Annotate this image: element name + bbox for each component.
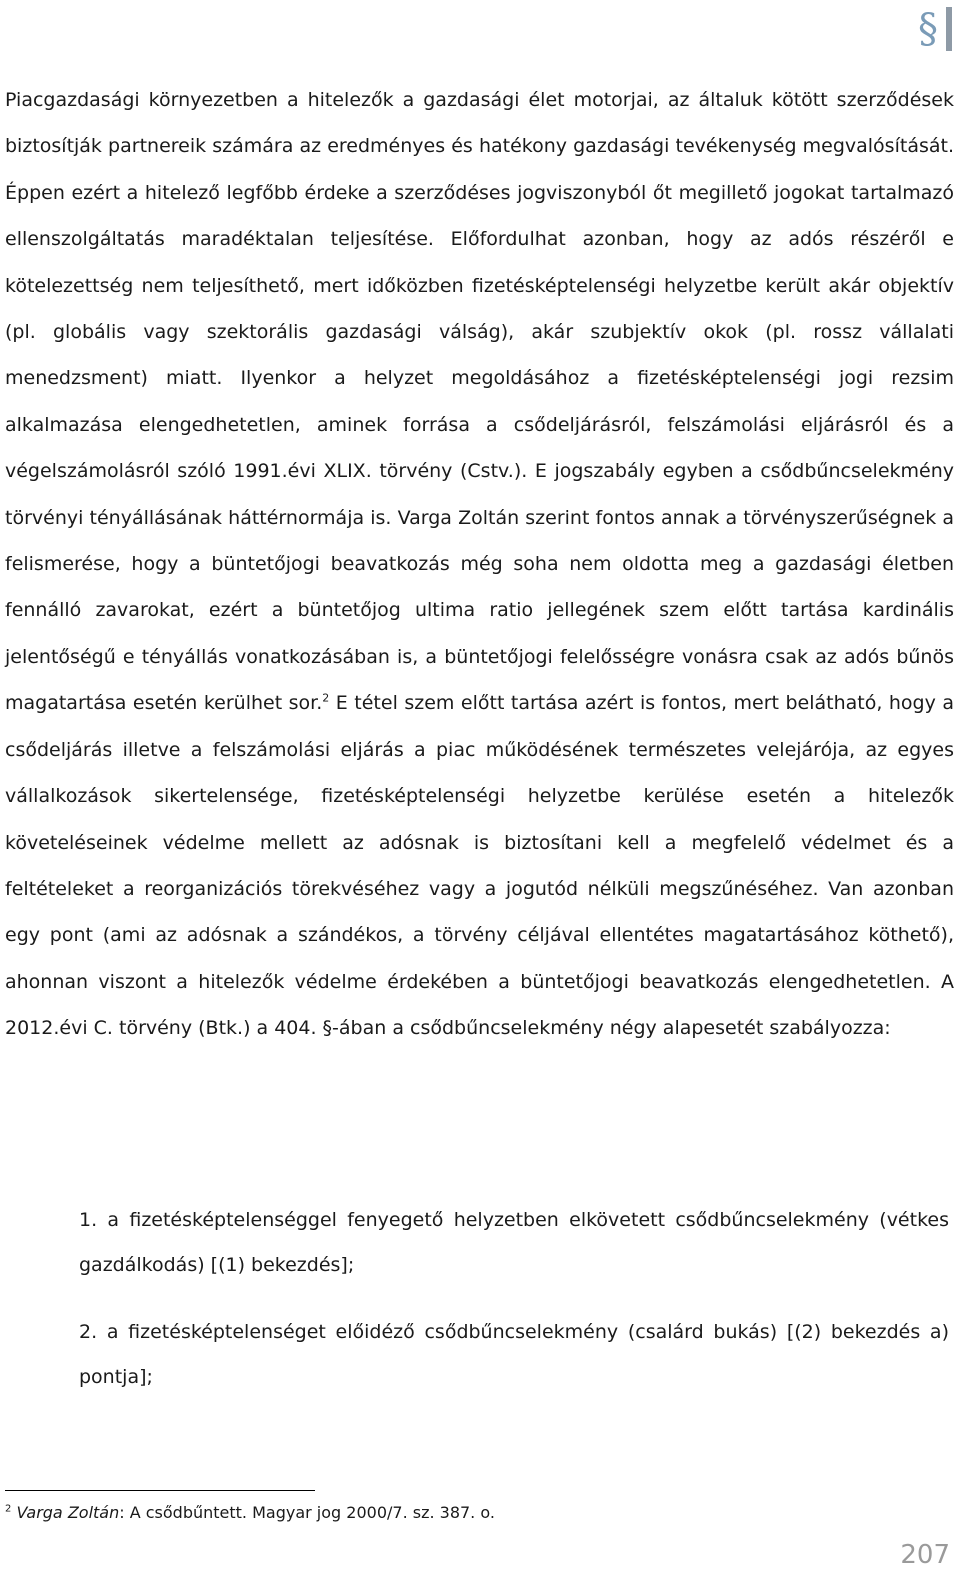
footnote-text: : A csődbűntett. Magyar jog 2000/7. sz. 387. o. — [119, 1503, 495, 1522]
footnote — [5, 1502, 945, 1524]
logo-bar — [946, 7, 952, 51]
paragraph-text-part-1: Piacgazdasági környezetben a hitelezők a gazdasági élet motorjai, az általuk kötött szerződések biztosítják partnereik számára az eredményes és hatékony gazdasági tevékenység megvalósítását. Éppen ezért a hitelező legfőbb érdeke a szerződéses jogviszonyból őt megillető jogokat tartalmazó ellenszolgáltatás maradéktalan teljesítése. Előfordulhat azonban, hogy az adós részéről e kötelezettség nem teljesíthető, mert időközben fizetésképtelenségi helyzetbe került akár objektív (pl. globális vagy szektorális gazdasági válság), akár szubjektív okok (pl. rossz vállalati menedzsment) miatt. Ilyenkor a helyzet megoldásához a fizetésképtelenségi jogi rezsim alkalmazása elengedhetetlen, aminek forrása a csődeljárásról, felszámolási eljárásról és a végelszámolásról szóló 1991.évi XLIX. törvény (Cstv.). E jogszabály egyben a csődbűncselekmény törvényi tényállásának háttérnormája is. Varga Zoltán szerint fontos annak a törvényszerűségnek a felismerése, hogy a büntetőjogi beavatkozás még soha nem oldotta meg a gazdasági életben fennálló zavarokat, ezért a büntetőjog ultima ratio jellegének szem előtt tartása kardinális jelentőségű e tényállás vonatkozásában is, a büntetőjogi felelősségre vonásra csak az adós bűnös magatartása esetén kerülhet sor. — [5, 89, 954, 715]
list-item: 1. a fizetésképtelenséggel fenyegető helyzetben elkövetett csődbűncselekmény (vétkes gazdálkodás) [(1) bekezdés]; — [79, 1209, 949, 1276]
footnote-divider — [5, 1490, 315, 1491]
journal-logo — [918, 4, 952, 54]
paragraph-text-part-2: E tétel szem előtt tartása azért is fontos, mert belátható, hogy a csődeljárás illetve a felszámolási eljárás a piac működésének természetes velejárója, az egyes vállalkozások sikertelensége, fizetésképtelenségi helyzetbe kerülése esetén a hitelezők követeléseinek védelme mellett az adósnak is biztosítani kell a megfelelő védelmet és a feltételeket a reorganizációs törekvéséhez vagy a jogutód nélküli megszűnéséhez. Van azonban egy pont (ami az adósnak a szándékos, a törvény céljával ellentétes magatartásához köthető), ahonnan viszont a hitelezők védelme érdekében a büntetőjogi beavatkozás elengedhetetlen. A 2012.évi C. törvény (Btk.) a 404. §-ában a csődbűncselekmény négy alapesetét szabályozza: — [5, 692, 954, 1040]
section-sign-icon: § — [918, 6, 938, 52]
page-number: 207 — [900, 1540, 950, 1570]
footnote-reference[interactable]: 2 — [322, 691, 330, 705]
list-item: 2. a fizetésképtelenséget előidéző csődbűncselekmény (csalárd bukás) [(2) bekezdés a) pontja]; — [79, 1321, 949, 1388]
footnote-number: 2 — [5, 1503, 12, 1515]
footnote-author: Varga Zoltán — [16, 1503, 120, 1522]
offence-list — [79, 1198, 949, 1422]
main-paragraph — [5, 77, 954, 1052]
